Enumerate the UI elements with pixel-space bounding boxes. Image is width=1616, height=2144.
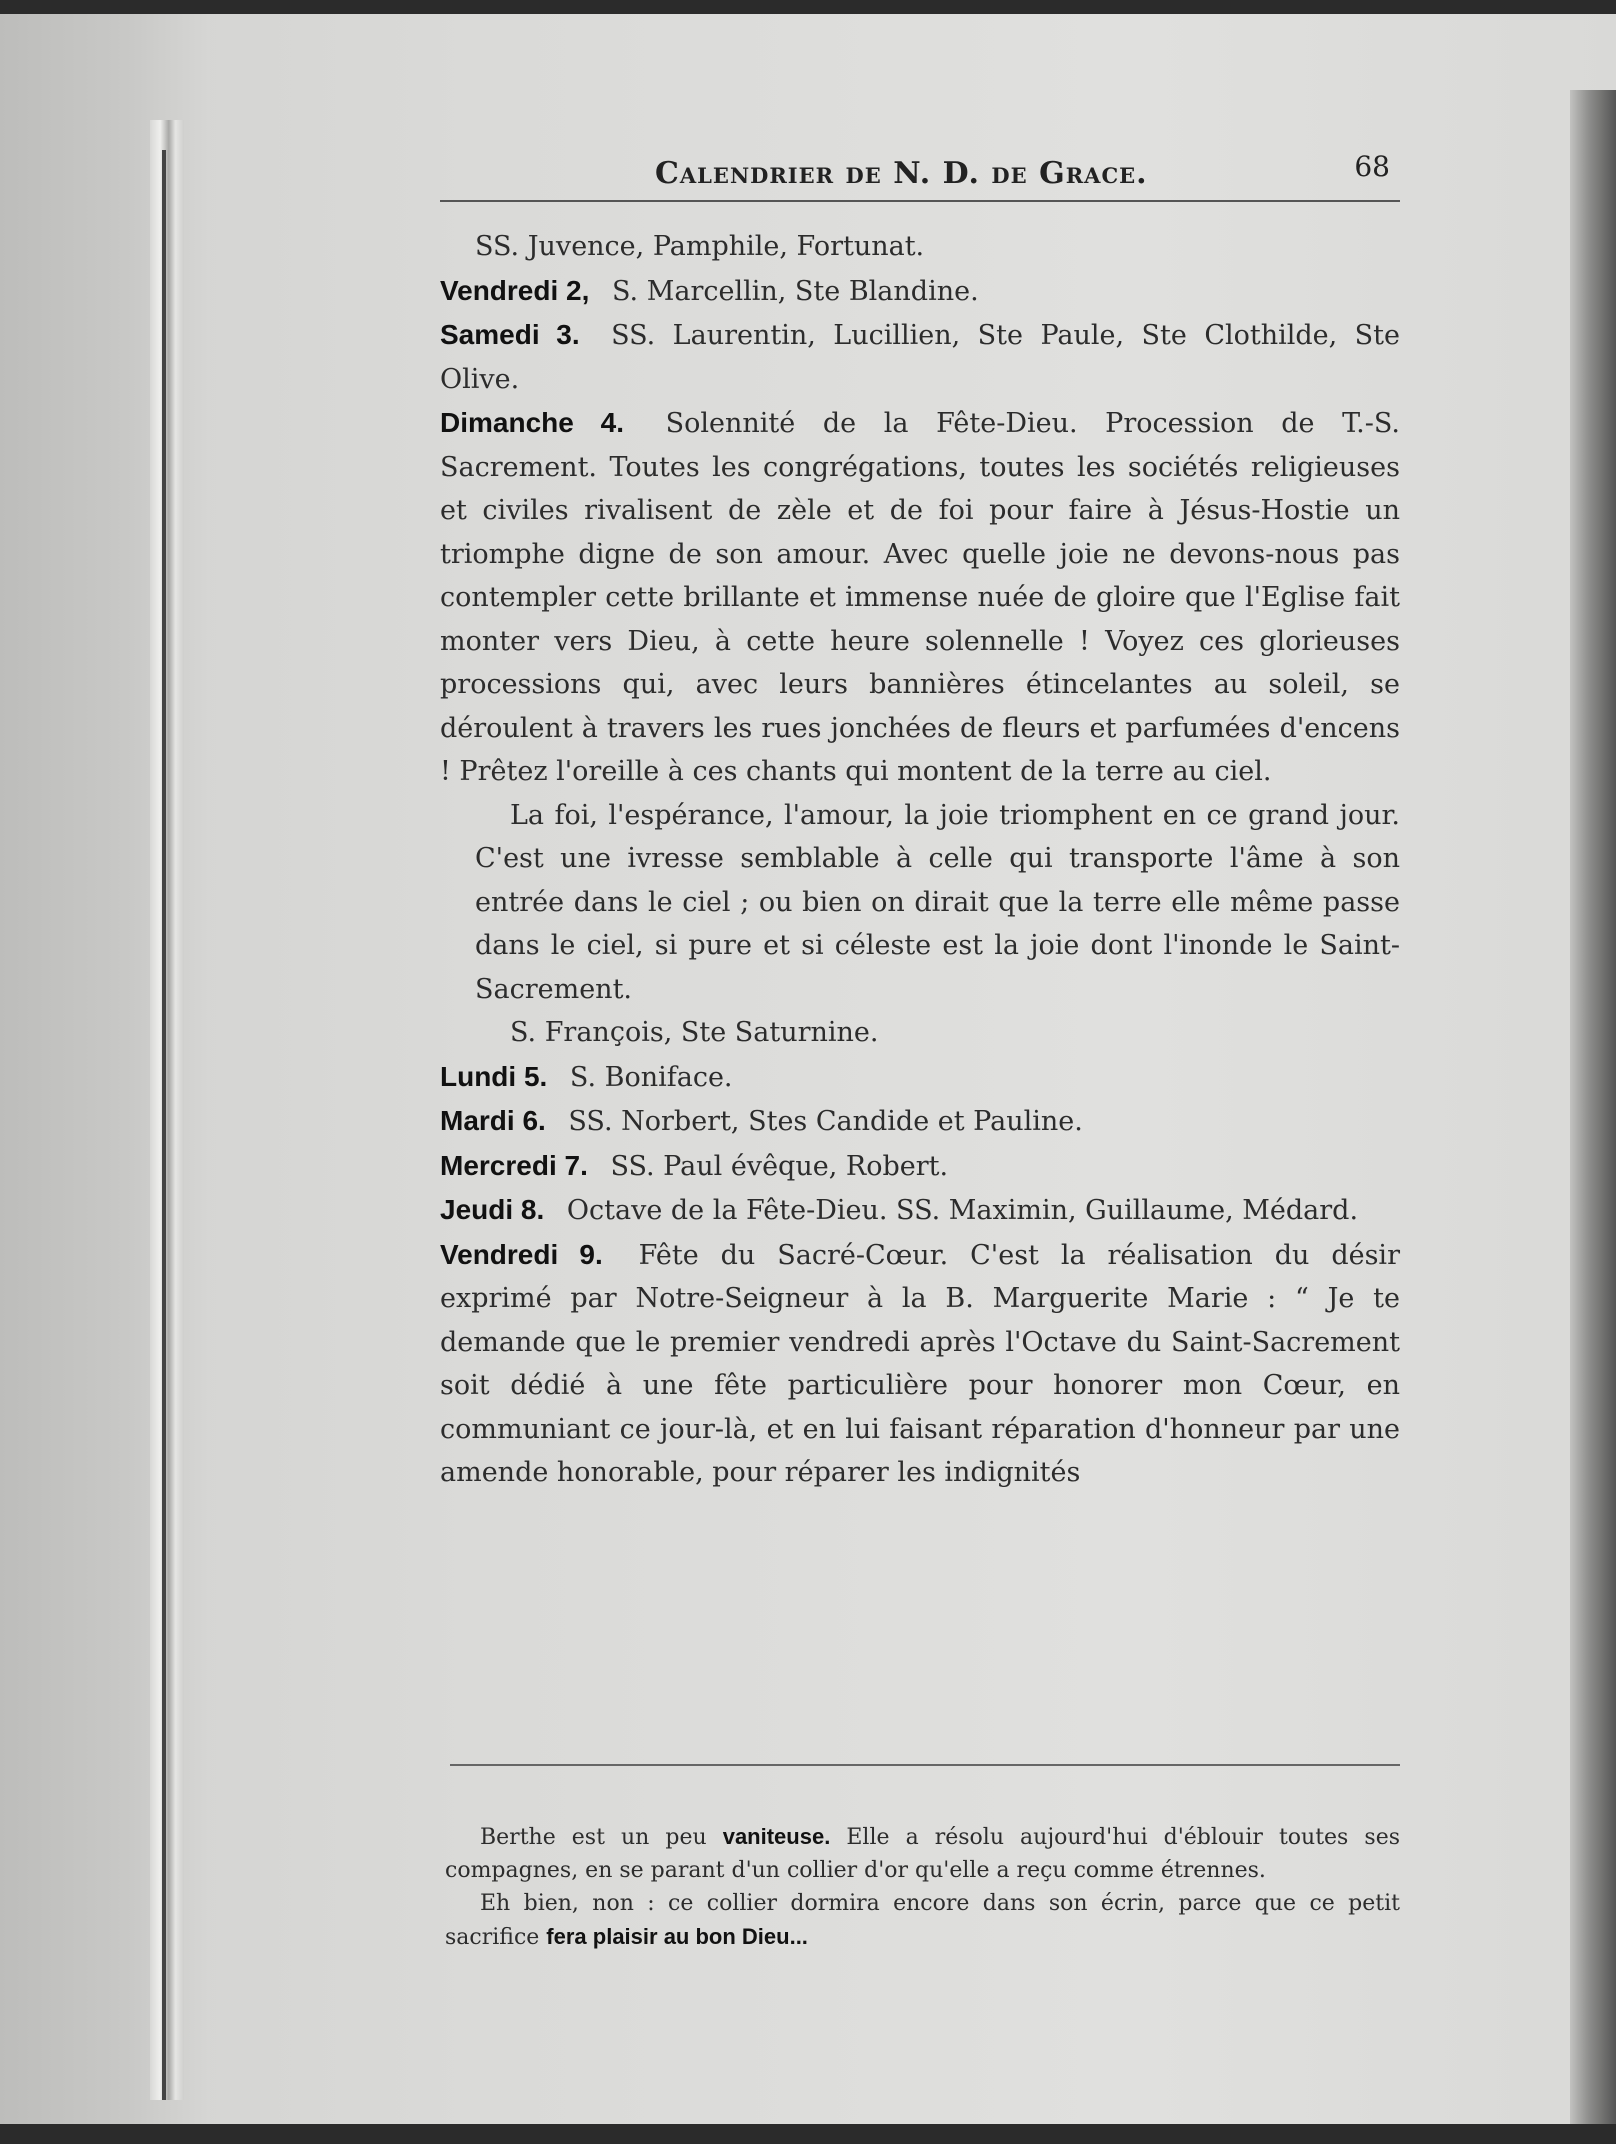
calendar-entry xyxy=(440,1011,1400,1055)
right-edge-shadow xyxy=(1570,90,1616,2144)
entry-text: SS. Norbert, Stes Candide et Pauline. xyxy=(568,1106,1083,1137)
bottom-border xyxy=(0,2124,1616,2144)
entry-text: S. Marcellin, Ste Blandine. xyxy=(612,275,979,307)
page-number: 68 xyxy=(1354,150,1390,183)
entry-day: Dimanche 4. xyxy=(440,407,624,438)
entry-text: SS. Juvence, Pamphile, Fortunat. xyxy=(475,231,925,262)
footnote-emphasis: vaniteuse. xyxy=(722,1824,831,1849)
footnote-paragraph xyxy=(445,1887,1400,1954)
calendar-entry xyxy=(440,1144,1400,1189)
entry-text: SS. Paul évêque, Robert. xyxy=(610,1150,949,1182)
entry-text: Solennité de la Fête-Dieu. Procession de T.-S. Sacrement. Toutes les congrégations, toutes les sociétés religieuses et civiles rivalisent de zèle et de foi pour faire à Jésus-Hostie un triomphe digne de son amour. Avec quelle joie ne devons-nous pas contempler cette brillante et immense nuée de gloire que l'Eglise fait monter vers Dieu, à cette heure solennelle ! Voyez ces glorieuses processions qui, avec leurs bannières étincelantes au soleil, se déroulent à travers les rues jonchées de fleurs et parfumées d'encens ! Prêtez l'oreille à ces chants qui montent de la terre au ciel. xyxy=(440,408,1400,787)
footnote-text: Berthe est un peu xyxy=(480,1825,723,1850)
entry-day: Samedi 3. xyxy=(440,319,580,350)
entry-day: Mercredi 7. xyxy=(440,1149,588,1181)
calendar-body xyxy=(440,225,1400,1495)
entry-day: Jeudi 8. xyxy=(440,1194,545,1225)
entry-text: La foi, l'espérance, l'amour, la joie triomphent en ce grand jour. C'est une ivresse semblable à celle qui transporte l'âme à son entrée dans le ciel ; ou bien on dirait que la terre elle même passe dans le ciel, si pure et si céleste est la joie dont l'inonde le Saint-Sacrement. xyxy=(475,799,1400,1005)
header-rule xyxy=(440,200,1400,202)
entry-day: Vendredi 9. xyxy=(440,1238,603,1270)
calendar-entry xyxy=(440,1188,1400,1233)
entry-text: Fête du Sacré-Cœur. C'est la réalisation du désir exprimé par Notre-Seigneur à la B. Marguerite Marie : “ Je te demande que le premier vendredi après l'Octave du Saint-Sacrement soit dédié à une fête particulière pour honorer mon Cœur, en communiant ce jour-là, et en lui faisant réparation d'honneur par une amende honorable, pour réparer les indignités xyxy=(440,1239,1400,1488)
footnote-rule xyxy=(450,1764,1400,1766)
top-border xyxy=(0,0,1616,14)
calendar-entry xyxy=(440,1099,1400,1144)
running-title: Calendrier de N. D. de Grace. xyxy=(655,156,1148,191)
footnote-text: Eh bien, non : ce collier dormira encore dans son écrin, parce que ce petit sacrifice xyxy=(445,1891,1400,1950)
calendar-entry xyxy=(440,1233,1400,1495)
footnote-text: Elle a résolu aujourd'hui d'éblouir toutes ses compagnes, en se parant d'un collier d'or qu'elle a reçu comme étrennes. xyxy=(445,1825,1400,1883)
footnote-paragraph xyxy=(445,1820,1400,1887)
calendar-entry xyxy=(440,1055,1400,1100)
calendar-entry xyxy=(440,225,1400,269)
footnote xyxy=(445,1820,1400,1954)
entry-day: Mardi 6. xyxy=(440,1105,546,1136)
calendar-entry xyxy=(440,401,1400,794)
gutter-binding-line xyxy=(162,150,166,2100)
entry-day: Vendredi 2, xyxy=(440,274,590,306)
entry-text: S. Boniface. xyxy=(569,1061,733,1093)
book-gutter xyxy=(150,120,184,2100)
entry-text: Octave de la Fête-Dieu. SS. Maximin, Guillaume, Médard. xyxy=(566,1195,1359,1226)
entry-day: Lundi 5. xyxy=(440,1060,548,1092)
running-header xyxy=(440,150,1400,200)
calendar-entry xyxy=(440,313,1400,401)
entry-text: SS. Laurentin, Lucillien, Ste Paule, Ste Clothilde, Ste Olive. xyxy=(440,320,1401,395)
calendar-entry xyxy=(440,269,1400,314)
calendar-entry xyxy=(440,794,1400,1012)
entry-text: S. François, Ste Saturnine. xyxy=(510,1017,879,1048)
footnote-emphasis: fera plaisir au bon Dieu... xyxy=(546,1924,808,1949)
